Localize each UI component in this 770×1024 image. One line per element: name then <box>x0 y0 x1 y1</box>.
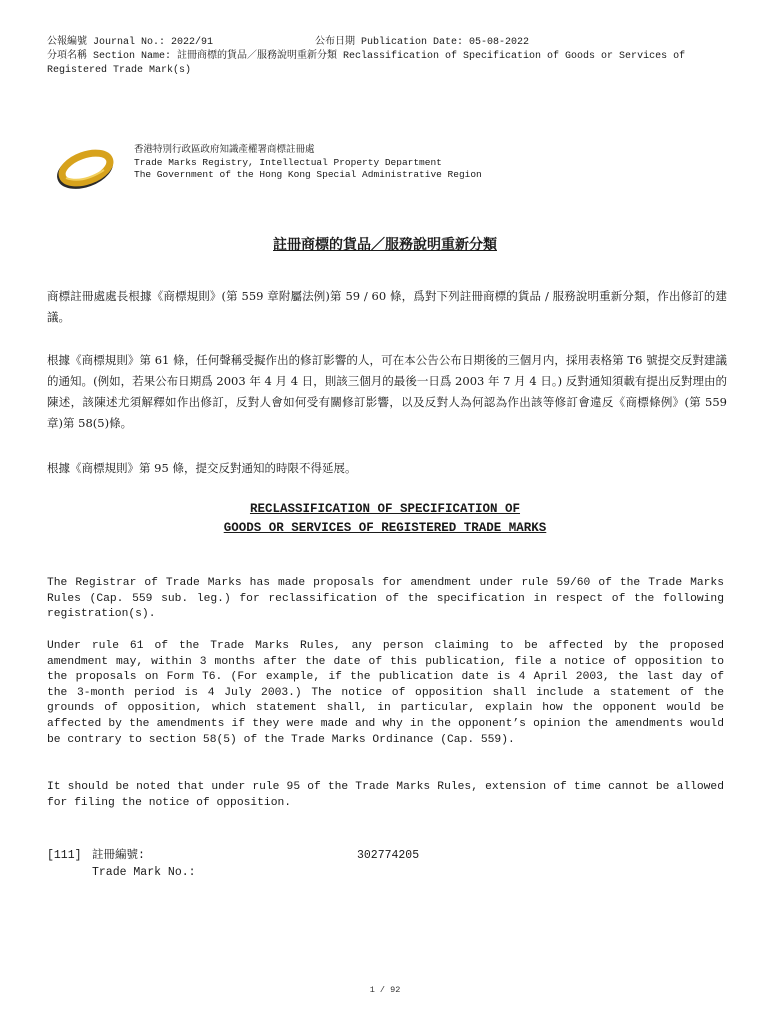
page-number: 1 / 92 <box>369 985 401 995</box>
english-paragraph-1: The Registrar of Trade Marks has made proposals for amendment under rule 59/60 of the Trade Marks Rules (Cap. 559 sub. leg.) for reclassification of the specification in respect of the following registration(s). <box>47 577 724 621</box>
journal-number: 公報編號 Journal No.: 2022/91 <box>47 37 214 48</box>
registry-line-en1: Trade Marks Registry, Intellectual Property Department <box>134 156 442 168</box>
registry-block <box>52 140 732 200</box>
english-paragraph-3: It should be noted that under rule 95 of the Trade Marks Rules, extension of time cannot be allowed for filing the notice of opposition. <box>47 781 724 809</box>
chinese-paragraph-1: 商標註冊處處長根據《商標規則》(第 559 章附屬法例)第 59 / 60 條，爲對下列註冊商標的貨品 / 服務說明重新分類，作出修訂的建議。 <box>47 289 727 324</box>
registry-text <box>134 144 482 182</box>
chinese-paragraph-2: 根據《商標規則》第 61 條，任何聲稱受擬作出的修訂影響的人，可在本公告公布日期後的三個月内，採用表格第 T6 號提交反對建議的通知。(例如，若果公布日期爲 2003 年 4 月 4 日，則該三個月的最後一日爲 2003 年 7 月 4 日。) 反對通知須載有提出反對理由的陳述，該陳述尤須解釋如作出修訂，反對人會如何受有關修訂影響，以及反對人為何認為作出該等修訂會違反《商標條例》(第 559 章)第 58(5)條。 <box>47 353 727 430</box>
chinese-paragraph-3: 根據《商標規則》第 95 條，提交反對通知的時限不得延展。 <box>47 461 357 475</box>
registry-line-en2: The Government of the Hong Kong Special Administrative Region <box>134 169 482 180</box>
chinese-title: 註冊商標的貨品／服務說明重新分類 <box>273 237 497 253</box>
english-title-line-2: GOODS OR SERVICES OF REGISTERED TRADE MARKS <box>223 521 547 535</box>
english-title <box>0 500 770 538</box>
field-code: [111] <box>47 849 82 862</box>
page-header <box>47 36 727 78</box>
registry-line-cn: 香港特別行政區政府知識產權署商標註冊處 <box>134 144 315 155</box>
english-paragraph-2: Under rule 61 of the Trade Marks Rules, any person claiming to be affected by the proposed amendment may, within 3 months after the date of this publication, file a notice of opposition to the proposals on Form T6. (For example, if the publication date is 4 April 2003, the last day of the 3-month period is 4 July 2003.) The notice of opposition shall include a statement of the grounds of opposition, which statement shall, in particular, explain how the opponent would be affected by the amendments if they were made and why in the opponent’s opinion the amendments would be contrary to section 58(5) of the Trade Marks Ordinance (Cap. 559). <box>47 640 724 746</box>
section-name: 分項名稱 Section Name: 註冊商標的貨品／服務說明重新分類 Reclassification of Specification of Goods or Services of Registered Trade Mark(s) <box>47 51 686 76</box>
english-title-line-1: RECLASSIFICATION OF SPECIFICATION OF <box>249 502 521 516</box>
trade-mark-label-cn: 註冊編號: <box>92 849 145 862</box>
registry-logo-icon <box>52 140 122 196</box>
trade-mark-number: 302774205 <box>357 849 420 862</box>
publication-date: 公布日期 Publication Date: 05-08-2022 <box>315 37 530 48</box>
trade-mark-label-en: Trade Mark No.: <box>92 866 196 879</box>
